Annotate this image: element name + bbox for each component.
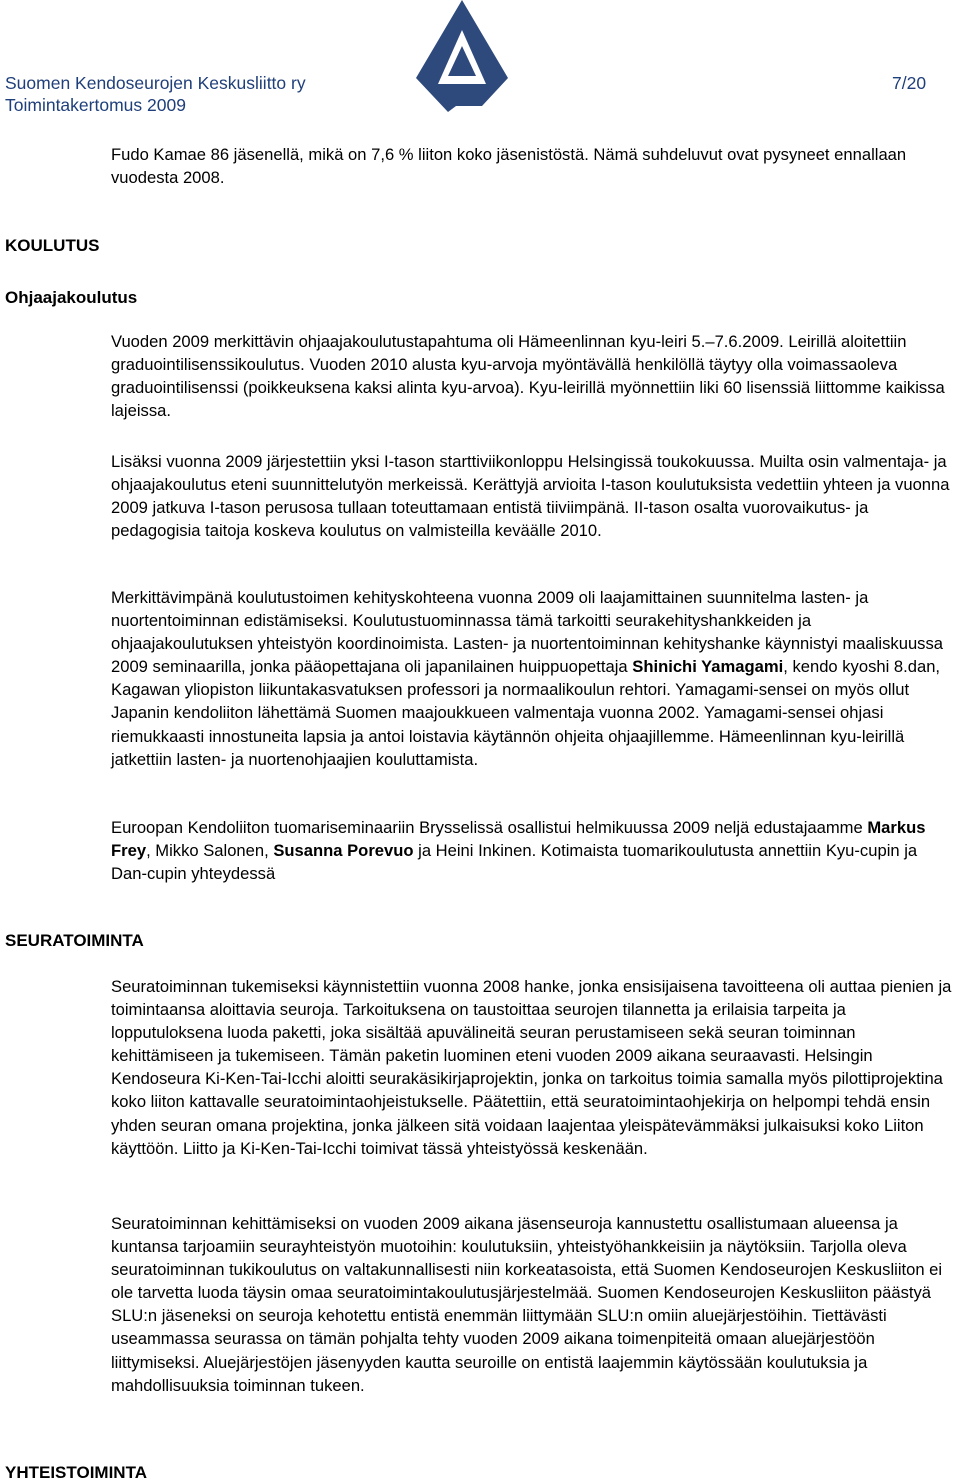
section-heading-koulutus: KOULUTUS xyxy=(5,236,100,255)
koulutus-paragraph-1: Vuoden 2009 merkittävin ohjaajakoulutustapahtuma oli Hämeenlinnan kyu-leiri 5.–7.6.2009. Leirillä aloitettiin graduointilisenssikoulutus. Vuoden 2010 alusta kyu-arvoja myöntävällä henkilöllä täytyy olla voimassaoleva graduointilisenssi (poikkeuksena kaksi alinta kyu-arvoa). Kyu-leirillä myönnettiin liki 60 lisenssiä liittomme kaikissa lajeissa. xyxy=(111,332,945,421)
p3-text-a: Merkittävimpänä koulutustoimen kehityskohteena vuonna 2009 oli laajamittainen suunnitelma lasten- ja nuortentoiminnan edistämiseksi. Koulutustuominnassa tämä tarkoitti seurakehityshankkeiden ja ohjaajakoulutuksen yhteistyön koordinoimista. Lasten- ja nuortentoiminnan kehityshanke käynnistyi maaliskuussa 2009 seminaarilla, jonka pääopettajana oli japanilainen huippuopettaja xyxy=(111,588,943,677)
subheading-ohjaajakoulutus: Ohjaajakoulutus xyxy=(5,288,138,307)
triangle-logo-icon xyxy=(416,0,508,112)
person-name-porevuo: Susanna Porevuo xyxy=(273,841,414,861)
p4-text-c: ja Heini Inkinen. Kotimaista tuomarikoulutusta annettiin Kyu-cupin ja Dan-cupin yhteydessä xyxy=(111,841,918,884)
person-name-yamagami: Shinichi Yamagami xyxy=(632,657,784,677)
koulutus-paragraph-4 xyxy=(111,816,956,885)
header-report-title: Toimintakertomus 2009 xyxy=(5,95,186,115)
p4-text-b: , Mikko Salonen, xyxy=(146,841,274,861)
seuratoiminta-paragraph-2: Seuratoiminnan kehittämiseksi on vuoden 2009 aikana jäsenseuroja kannustettu osallistumaan alueensa ja kuntansa tarjoamiin seurayhteistyön muotoihin: koulutuksiin, yhteistyöhankkeisiin ja näytöksiin. Tarjolla oleva seuratoiminnan tukikoulutus on valtakunnallisesti niin korkeatasoista, että Suomen Kendoseurojen Keskusliiton ei ole tarvetta luoda täysin omaa seuratoimintakoulutusjärjestelmää. Suomen Kendoseurojen Keskusliiton päästyä SLU:n jäseneksi on seuroja kehotettu entistä enemmän liittymään SLU:n omiin aluejärjestöihin. Tiettävästi useammassa seurassa on tämän pohjalta tehty vuoden 2009 aikana toimenpiteitä omaan aluejärjestöön liittymiseksi. Aluejärjestöjen jäsenyyden kautta seuroille on entistä laajemmin käytössään koulutuksia ja mahdollisuuksia toiminnan tukeen. xyxy=(111,1214,943,1395)
koulutus-paragraph-2: Lisäksi vuonna 2009 järjestettiin yksi I-tason starttiviikonloppu Helsingissä toukokuussa. Muilta osin valmentaja- ja ohjaajakoulutus eteni suunnittelutyön merkeissä. Kerättyjä arvioita I-tason koulutuksista vedettiin yhteen ja vuonna 2009 jatkuva I-tason perusosa tullaan toteuttamaan entistä tiiviimpänä. II-tason osalta vuorovaikutus- ja pedagogisia taitoja koskeva koulutus on valmisteilla keväälle 2010. xyxy=(111,452,950,541)
person-name-frey: Markus Frey xyxy=(111,818,926,861)
intro-paragraph: Fudo Kamae 86 jäsenellä, mikä on 7,6 % liiton koko jäsenistöstä. Nämä suhdeluvut ovat pysyneet ennallaan vuodesta 2008. xyxy=(111,145,907,188)
koulutus-paragraph-3 xyxy=(111,586,956,771)
p3-text-b: , kendo kyoshi 8.dan, Kagawan yliopiston liikuntakasvatuksen professori ja normaalikoulun rehtori. Yamagami-sensei on myös ollut Japanin kendoliiton lähettämä Suomen maajoukkueen valmentaja vuonna 2002. Yamagami-sensei ohjasi riemukkaasti innostuneita lapsia ja antoi loistavia käytännön ohjeita ohjaajillemme. Hämeenlinnan kyu-leirillä jatkettiin lasten- ja nuortenohjaajien kouluttamista. xyxy=(111,657,941,769)
page-number: 7/20 xyxy=(892,73,927,93)
seuratoiminta-paragraph-1: Seuratoiminnan tukemiseksi käynnistettiin vuonna 2008 hanke, jonka ensisijaisena tavoitteena oli auttaa pienien ja toimintaansa aloittavia seuroja. Tarkoituksena on taustoittaa seurojen tilannetta ja erilaisia tarpeita ja lopputuloksena luoda paketti, joka sisältää apuvälineitä seuran perustamiseen sekä seuran toiminnan kehittämiseen ja tukemiseen. Tämän paketin luominen eteni vuoden 2009 aikana seuraavasti. Helsingin Kendoseura Ki-Ken-Tai-Icchi aloitti seurakäsikirjaprojektin, jonka on tarkoitus toimia samalla myös pilottiprojektina koko liiton kattavalle seuratoimintaohjeistukselle. Päätettiin, että seuratoimintaohjekirja on helpompi tehdä ensin yhden seuran omana projektina, jonka jälkeen sitä voidaan laajentaa yleispätevämmäksi julkaisuksi koko Liiton käyttöön. Liitto ja Ki-Ken-Tai-Icchi toimivat tässä yhteistyössä keskenään. xyxy=(111,977,952,1158)
header-organization: Suomen Kendoseurojen Keskusliitto ry xyxy=(5,73,306,93)
section-heading-seuratoiminta: SEURATOIMINTA xyxy=(5,931,144,950)
section-heading-yhteistoiminta: YHTEISTOIMINTA xyxy=(5,1463,147,1482)
p4-text-a: Euroopan Kendoliiton tuomariseminaariin Brysselissä osallistui helmikuussa 2009 neljä edustajaamme xyxy=(111,818,868,837)
